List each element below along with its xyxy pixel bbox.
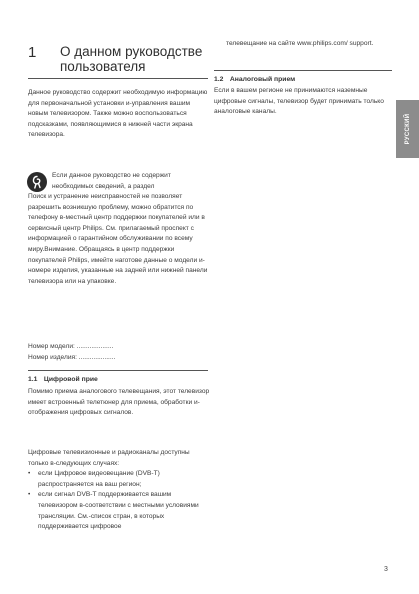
language-tab — [396, 100, 419, 158]
sub1-text: Помимо приема аналогового телевещания, этот телевизор имеет встроенный телетюнер для приема, обработки и-отображения цифровых сигналов. — [28, 388, 210, 417]
note-text: Поиск и устранение неисправностей не позволяет разрешить возникшую проблему, можно обратится по телефону в-местный центр поддержки покупателей или в сервисный центр Philips. См. прилагаемый проспект с информацией о гарантийном обслуживании по всему миру.Внимание. Обращаясь в центр поддержки покупателей Philips, имейте наготове данные о модели и-номере изделия, указанные на задней или нижней панели телевизора или на упаковке. — [28, 193, 208, 285]
sub1-body — [28, 387, 210, 419]
intro-paragraph — [28, 88, 208, 141]
sub1-bullet-list — [28, 469, 210, 533]
section-title: О данном руководстве пользователя — [60, 44, 203, 74]
sub1-number: 1.1 — [28, 376, 38, 383]
sub2-heading — [214, 76, 392, 83]
sub2-number: 1.2 — [214, 76, 224, 83]
language-tab-label: РУССКИЙ — [404, 113, 411, 145]
sub1-text-2: Цифровые телевизионные и радиоканалы доступны только в-следующих случаях: — [28, 449, 190, 467]
right-continuation — [226, 39, 390, 50]
note-line-2: необходимых сведений, а раздел — [52, 182, 155, 190]
sub2-rule — [214, 70, 392, 71]
model-info — [28, 342, 208, 363]
right-continuation-text: телевещание на сайте www.philips.com/ support. — [226, 40, 374, 47]
sub1-heading — [28, 376, 208, 383]
sub1-rule — [28, 370, 208, 371]
sub1-title: Цифровой прие — [43, 376, 98, 383]
info-icon — [27, 172, 47, 192]
sub1-body2 — [28, 448, 210, 533]
product-number: Номер изделия: .................... — [28, 353, 116, 361]
list-item: • если сигнал DVB-T поддерживается вашим телевизором в-соответствии с местными условиями трансляции. См.-список стран, в которых поддерживается цифровое — [28, 490, 210, 532]
model-number: Номер модели: .................... — [28, 343, 114, 350]
note-body — [28, 192, 210, 287]
page-number: 3 — [384, 566, 388, 573]
sub2-title: Аналоговый прием — [229, 76, 296, 83]
sub2-text: Если в вашем регионе не принимаются наземные цифровые сигналы, телевизор будет принимать только аналоговые каналы. — [214, 87, 384, 116]
note-first-lines — [52, 171, 210, 192]
section-number: 1 — [28, 44, 37, 61]
note-line-1: Если данное руководство не содержит — [52, 172, 171, 179]
list-item: • если Цифровое видеовещание (DVB-T) распространяется на ваш регион; — [28, 469, 210, 490]
sub2-body — [214, 86, 392, 118]
intro-text: Данное руководство содержит необходимую информацию для первоначальной установки и-управления вашим новым телевизором. Также можно воспользоваться подсказками, появляющимися в нижней части экрана телевизора. — [28, 89, 208, 139]
title-rule — [28, 78, 208, 79]
